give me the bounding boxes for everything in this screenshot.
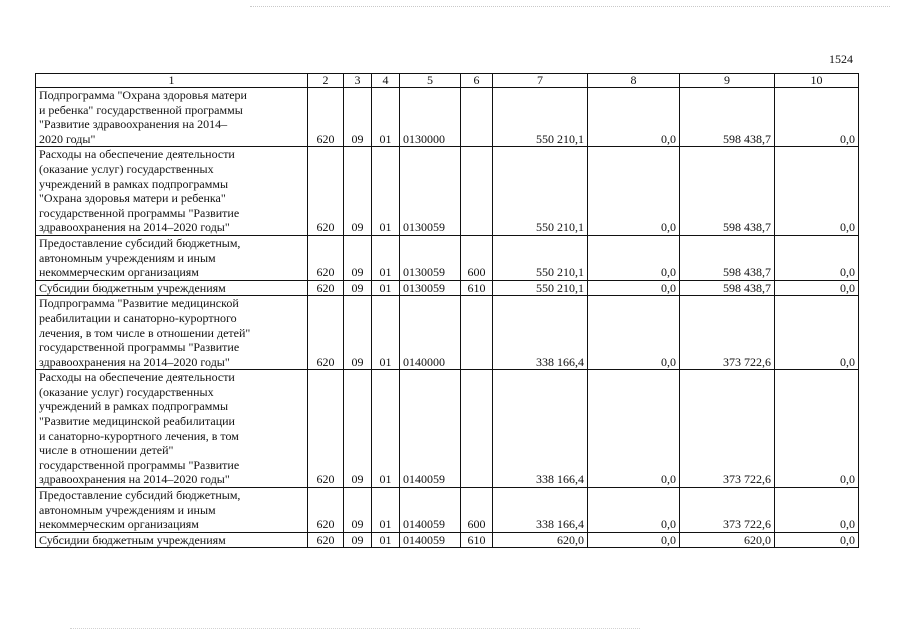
- cell-amount-col-7: 550 210,1: [493, 88, 588, 147]
- cell-amount-col-9: 598 438,7: [680, 147, 775, 236]
- table-row: [36, 532, 859, 548]
- scan-artifact-bottom: [70, 628, 640, 630]
- cell-item-name: Подпрограмма "Развитие медицинской реабилитации и санаторно-курортного лечения, в том числе в отношении детей" государственной программы "Развитие здравоохранения на 2014–2020 годы": [36, 296, 308, 370]
- column-header-3: 3: [344, 74, 372, 88]
- cell-item-name: Субсидии бюджетным учреждениям: [36, 280, 308, 296]
- cell-expense-type-code: [461, 370, 493, 488]
- cell-target-article-code: 0130059: [400, 235, 461, 280]
- cell-amount-col-10: 0,0: [775, 235, 859, 280]
- cell-ministry-code: 620: [308, 488, 344, 533]
- cell-section-code: 09: [344, 147, 372, 236]
- cell-section-code: 09: [344, 235, 372, 280]
- cell-amount-col-8: 0,0: [588, 370, 680, 488]
- cell-item-name: Предоставление субсидий бюджетным, автономным учреждениям и иным некоммерческим организациям: [36, 235, 308, 280]
- cell-amount-col-8: 0,0: [588, 280, 680, 296]
- cell-ministry-code: 620: [308, 280, 344, 296]
- table-row: [36, 235, 859, 280]
- table-row: [36, 296, 859, 370]
- table-row: [36, 280, 859, 296]
- cell-expense-type-code: 610: [461, 532, 493, 548]
- cell-amount-col-7: 338 166,4: [493, 296, 588, 370]
- cell-target-article-code: 0140059: [400, 370, 461, 488]
- scan-artifact-top: [250, 6, 890, 8]
- column-header-1: 1: [36, 74, 308, 88]
- cell-ministry-code: 620: [308, 147, 344, 236]
- cell-target-article-code: 0130000: [400, 88, 461, 147]
- cell-amount-col-8: 0,0: [588, 296, 680, 370]
- cell-ministry-code: 620: [308, 532, 344, 548]
- column-header-6: 6: [461, 74, 493, 88]
- cell-amount-col-8: 0,0: [588, 488, 680, 533]
- cell-subsection-code: 01: [372, 532, 400, 548]
- cell-amount-col-7: 550 210,1: [493, 280, 588, 296]
- cell-target-article-code: 0130059: [400, 147, 461, 236]
- cell-amount-col-10: 0,0: [775, 88, 859, 147]
- cell-ministry-code: 620: [308, 235, 344, 280]
- cell-amount-col-8: 0,0: [588, 235, 680, 280]
- cell-amount-col-10: 0,0: [775, 488, 859, 533]
- cell-item-name: Субсидии бюджетным учреждениям: [36, 532, 308, 548]
- cell-ministry-code: 620: [308, 296, 344, 370]
- budget-table: [35, 73, 859, 548]
- cell-target-article-code: 0140000: [400, 296, 461, 370]
- cell-amount-col-7: 550 210,1: [493, 235, 588, 280]
- cell-amount-col-9: 373 722,6: [680, 488, 775, 533]
- column-header-7: 7: [493, 74, 588, 88]
- cell-amount-col-7: 338 166,4: [493, 488, 588, 533]
- cell-expense-type-code: [461, 296, 493, 370]
- cell-subsection-code: 01: [372, 296, 400, 370]
- column-header-8: 8: [588, 74, 680, 88]
- cell-subsection-code: 01: [372, 370, 400, 488]
- column-header-2: 2: [308, 74, 344, 88]
- cell-amount-col-10: 0,0: [775, 296, 859, 370]
- cell-expense-type-code: [461, 88, 493, 147]
- cell-item-name: Расходы на обеспечение деятельности (оказание услуг) государственных учреждений в рамках подпрограммы "Развитие медицинской реабилитации и санаторно-курортного лечения, в том числе в отношении детей" государственной программы "Развитие здравоохранения на 2014–2020 годы": [36, 370, 308, 488]
- cell-amount-col-9: 598 438,7: [680, 280, 775, 296]
- table-row: [36, 370, 859, 488]
- table-body: [36, 88, 859, 548]
- cell-section-code: 09: [344, 488, 372, 533]
- column-header-4: 4: [372, 74, 400, 88]
- cell-expense-type-code: 600: [461, 488, 493, 533]
- cell-amount-col-9: 620,0: [680, 532, 775, 548]
- cell-section-code: 09: [344, 88, 372, 147]
- table-row: [36, 488, 859, 533]
- cell-expense-type-code: 600: [461, 235, 493, 280]
- cell-amount-col-10: 0,0: [775, 370, 859, 488]
- cell-section-code: 09: [344, 296, 372, 370]
- cell-subsection-code: 01: [372, 235, 400, 280]
- cell-ministry-code: 620: [308, 370, 344, 488]
- cell-amount-col-10: 0,0: [775, 280, 859, 296]
- cell-section-code: 09: [344, 280, 372, 296]
- cell-amount-col-9: 598 438,7: [680, 235, 775, 280]
- column-header-10: 10: [775, 74, 859, 88]
- cell-expense-type-code: [461, 147, 493, 236]
- table-row: [36, 88, 859, 147]
- cell-item-name: Подпрограмма "Охрана здоровья матери и ребенка" государственной программы "Развитие здравоохранения на 2014– 2020 годы": [36, 88, 308, 147]
- cell-target-article-code: 0140059: [400, 488, 461, 533]
- cell-amount-col-9: 598 438,7: [680, 88, 775, 147]
- cell-section-code: 09: [344, 370, 372, 488]
- cell-item-name: Предоставление субсидий бюджетным, автономным учреждениям и иным некоммерческим организациям: [36, 488, 308, 533]
- cell-amount-col-9: 373 722,6: [680, 296, 775, 370]
- cell-target-article-code: 0140059: [400, 532, 461, 548]
- cell-amount-col-10: 0,0: [775, 147, 859, 236]
- cell-amount-col-8: 0,0: [588, 532, 680, 548]
- cell-subsection-code: 01: [372, 488, 400, 533]
- cell-subsection-code: 01: [372, 147, 400, 236]
- cell-amount-col-8: 0,0: [588, 147, 680, 236]
- cell-amount-col-9: 373 722,6: [680, 370, 775, 488]
- header-row: [36, 74, 859, 88]
- page-number: 1524: [829, 52, 853, 66]
- cell-amount-col-8: 0,0: [588, 88, 680, 147]
- cell-amount-col-7: 620,0: [493, 532, 588, 548]
- cell-amount-col-7: 550 210,1: [493, 147, 588, 236]
- cell-expense-type-code: 610: [461, 280, 493, 296]
- column-header-9: 9: [680, 74, 775, 88]
- cell-subsection-code: 01: [372, 88, 400, 147]
- cell-section-code: 09: [344, 532, 372, 548]
- cell-ministry-code: 620: [308, 88, 344, 147]
- cell-amount-col-10: 0,0: [775, 532, 859, 548]
- table-row: [36, 147, 859, 236]
- cell-item-name: Расходы на обеспечение деятельности (оказание услуг) государственных учреждений в рамках подпрограммы "Охрана здоровья матери и ребенка" государственной программы "Развитие здравоохранения на 2014–2020 годы": [36, 147, 308, 236]
- cell-target-article-code: 0130059: [400, 280, 461, 296]
- cell-subsection-code: 01: [372, 280, 400, 296]
- cell-amount-col-7: 338 166,4: [493, 370, 588, 488]
- column-header-5: 5: [400, 74, 461, 88]
